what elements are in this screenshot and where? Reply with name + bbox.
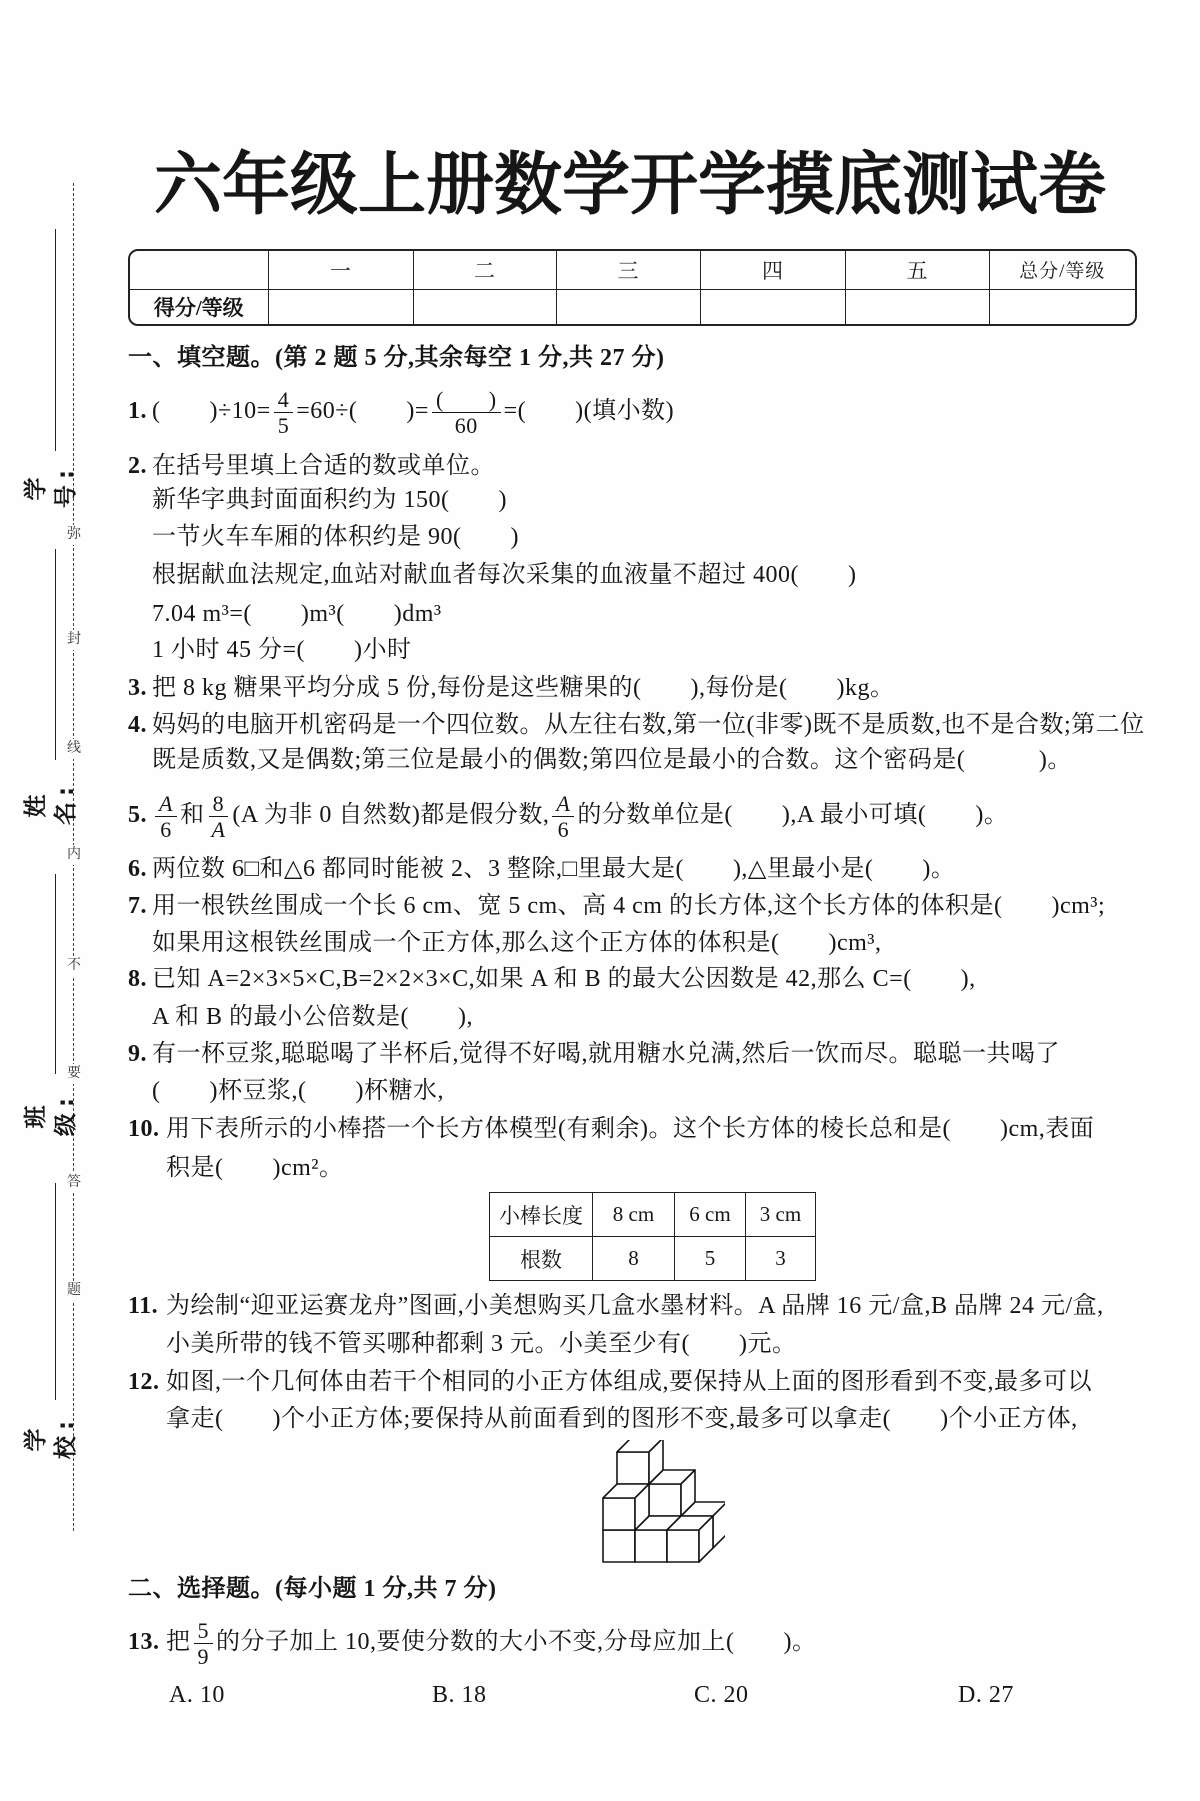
question-number: 6. <box>128 856 147 882</box>
score-cell <box>268 289 413 324</box>
fraction <box>194 1619 214 1668</box>
question-text: =( )(填小数) <box>503 398 675 424</box>
option-b: B. 18 <box>432 1682 487 1708</box>
name-underline <box>55 549 56 760</box>
question-number: 9. <box>128 1041 147 1067</box>
fraction-numerator: A <box>155 792 177 817</box>
question-11 <box>128 1291 1104 1321</box>
table-cell: 8 <box>593 1237 675 1281</box>
question-10 <box>128 1114 1094 1144</box>
table-cell: 小棒长度 <box>490 1193 593 1237</box>
table-cell: 3 cm <box>746 1193 816 1237</box>
question-12 <box>128 1367 1092 1397</box>
question-6 <box>128 854 955 884</box>
fraction <box>552 792 574 841</box>
score-cell <box>413 289 556 324</box>
table-cell: 5 <box>675 1237 746 1281</box>
question-3 <box>128 673 894 703</box>
fraction-numerator: 8 <box>209 792 229 817</box>
score-header-cell: 一 <box>268 251 413 289</box>
question-2-item: 根据献血法规定,血站对献血者每次采集的血液量不超过 400( ) <box>152 562 857 588</box>
page-title: 六年级上册数学开学摸底测试卷 <box>153 146 1106 225</box>
question-5 <box>128 790 1008 841</box>
question-7 <box>128 891 1105 921</box>
score-header-row <box>130 251 1135 289</box>
option-d: D. 27 <box>958 1682 1014 1708</box>
class-underline <box>55 874 56 1074</box>
cube-stack-figure <box>595 1440 725 1570</box>
small-cube <box>603 1484 649 1530</box>
question-text: 把 8 kg 糖果平均分成 5 份,每份是这些糖果的( ),每份是( )kg。 <box>152 675 895 701</box>
question-number: 10. <box>128 1116 160 1142</box>
question-4-continued: 既是质数,又是偶数;第三位是最小的偶数;第四位是最小的合数。这个密码是( )。 <box>152 747 1072 773</box>
question-text: 已知 A=2×3×5×C,B=2×2×3×C,如果 A 和 B 的最大公因数是 42,那么 C=( ), <box>152 966 976 992</box>
score-header-cell: 三 <box>556 251 700 289</box>
question-number: 12. <box>128 1369 160 1395</box>
table-row <box>490 1193 816 1237</box>
fraction-denominator: 6 <box>557 816 570 842</box>
question-9-continued: ( )杯豆浆,( )杯糖水, <box>152 1078 444 1104</box>
fraction-numerator: 4 <box>274 388 294 413</box>
question-text: 的分数单位是( ),A 最小可填( )。 <box>577 802 1009 828</box>
section-1-heading: 一、填空题。(第 2 题 5 分,其余每空 1 分,共 27 分) <box>128 345 665 371</box>
question-7-continued: 如果用这根铁丝围成一个正方体,那么这个正方体的体积是( )cm³, <box>152 930 882 956</box>
question-text: 用下表所示的小棒搭一个长方体模型(有剩余)。这个长方体的棱长总和是( )cm,表面 <box>166 1116 1095 1142</box>
question-text: 两位数 6□和△6 都同时能被 2、3 整除,□里最大是( ),△里最小是( )。 <box>152 856 956 882</box>
fraction <box>432 388 501 437</box>
question-1 <box>128 386 674 437</box>
fraction-denominator: 6 <box>160 816 172 842</box>
small-cube <box>667 1516 713 1562</box>
fraction-denominator: 60 <box>454 412 478 438</box>
name-label: 姓名: <box>23 780 79 826</box>
question-number: 2. <box>128 453 147 479</box>
question-2-item: 7.04 m³=( )m³( )dm³ <box>152 601 442 627</box>
class-label: 班级: <box>23 1091 79 1137</box>
question-number: 3. <box>128 675 147 701</box>
table-row <box>490 1237 816 1281</box>
question-number: 1. <box>128 398 147 424</box>
fraction-numerator: 5 <box>194 1619 214 1644</box>
score-table <box>128 249 1137 326</box>
score-header-cell: 二 <box>413 251 556 289</box>
question-11-continued: 小美所带的钱不管买哪种都剩 3 元。小美至少有( )元。 <box>166 1331 797 1357</box>
question-13 <box>128 1617 816 1668</box>
fraction <box>274 388 294 437</box>
question-2-item: 新华字典封面面积约为 150( ) <box>152 487 507 513</box>
seal-char: 内 <box>64 845 84 865</box>
seal-char: 题 <box>64 1281 84 1301</box>
question-text: 的分子加上 10,要使分数的大小不变,分母应加上( )。 <box>216 1629 817 1655</box>
seal-char: 封 <box>64 630 84 650</box>
score-header-cell: 四 <box>700 251 845 289</box>
question-text: 把 <box>166 1629 191 1655</box>
question-text: 为绘制“迎亚运赛龙舟”图画,小美想购买几盒水墨材料。A 品牌 16 元/盒,B 品牌 24 元/盒, <box>166 1293 1104 1319</box>
table-cell: 3 <box>746 1237 816 1281</box>
question-2-item: 一节火车车厢的体积约是 90( ) <box>152 524 519 550</box>
score-cell <box>845 289 989 324</box>
seal-char: 不 <box>64 956 84 976</box>
score-cell <box>700 289 845 324</box>
student-id-label: 学号: <box>23 463 79 509</box>
table-cell: 8 cm <box>593 1193 675 1237</box>
fraction-numerator: ( ) <box>432 388 501 413</box>
question-2-item: 1 小时 45 分=( )小时 <box>152 637 412 663</box>
rod-length-table <box>489 1192 816 1281</box>
question-text: ( )÷10= <box>152 398 271 424</box>
seal-char: 答 <box>64 1173 84 1193</box>
question-text: 妈妈的电脑开机密码是一个四位数。从左往右数,第一位(非零)既不是质数,也不是合数;第二位 <box>152 712 1145 738</box>
question-text: 有一杯豆浆,聪聪喝了半杯后,觉得不好喝,就用糖水兑满,然后一饮而尽。聪聪一共喝了 <box>152 1041 1060 1067</box>
question-text: =60÷( )= <box>296 398 429 424</box>
fraction-denominator: 5 <box>277 412 290 438</box>
question-number: 5. <box>128 802 147 828</box>
score-row-label: 得分/等级 <box>130 289 268 324</box>
question-4 <box>128 710 1145 740</box>
fraction <box>155 792 177 841</box>
score-corner-cell <box>130 251 268 289</box>
question-text: (A 为非 0 自然数)都是假分数, <box>232 802 550 828</box>
score-header-cell: 五 <box>845 251 989 289</box>
fraction-numerator: A <box>552 792 574 817</box>
score-header-cell: 总分/等级 <box>989 251 1135 289</box>
question-text: 在括号里填上合适的数或单位。 <box>152 453 495 479</box>
student-id-underline <box>55 229 56 451</box>
option-c: C. 20 <box>694 1682 749 1708</box>
school-label: 学校: <box>23 1414 79 1460</box>
score-row <box>130 289 1135 324</box>
question-8-continued: A 和 B 的最小公倍数是( ), <box>152 1004 473 1030</box>
school-underline <box>55 1183 56 1400</box>
seal-char: 弥 <box>64 525 84 545</box>
fraction <box>207 792 229 841</box>
fraction-denominator: A <box>211 816 226 842</box>
small-cube <box>617 1440 663 1484</box>
question-number: 8. <box>128 966 147 992</box>
question-number: 13. <box>128 1629 160 1655</box>
fraction-denominator: 9 <box>197 1643 209 1669</box>
question-10-continued: 积是( )cm²。 <box>166 1155 344 1181</box>
seal-char: 要 <box>64 1064 84 1084</box>
score-cell <box>556 289 700 324</box>
question-12-continued: 拿走( )个小正方体;要保持从前面看到的图形不变,最多可以拿走( )个小正方体, <box>166 1406 1078 1432</box>
section-2-heading: 二、选择题。(每小题 1 分,共 7 分) <box>128 1576 497 1602</box>
question-text: 用一根铁丝围成一个长 6 cm、宽 5 cm、高 4 cm 的长方体,这个长方体的体积是( )cm³; <box>152 893 1106 919</box>
question-number: 4. <box>128 712 147 738</box>
score-cell <box>989 289 1135 324</box>
table-cell: 6 cm <box>675 1193 746 1237</box>
question-text: 和 <box>179 802 205 828</box>
option-a: A. 10 <box>169 1682 225 1708</box>
seal-char: 线 <box>64 739 84 759</box>
question-number: 11. <box>128 1293 159 1319</box>
question-2 <box>128 451 495 481</box>
question-9 <box>128 1039 1060 1069</box>
question-text: 如图,一个几何体由若干个相同的小正方体组成,要保持从上面的图形看到不变,最多可以 <box>166 1369 1092 1395</box>
question-number: 7. <box>128 893 147 919</box>
table-cell: 根数 <box>490 1237 593 1281</box>
question-8 <box>128 964 976 994</box>
